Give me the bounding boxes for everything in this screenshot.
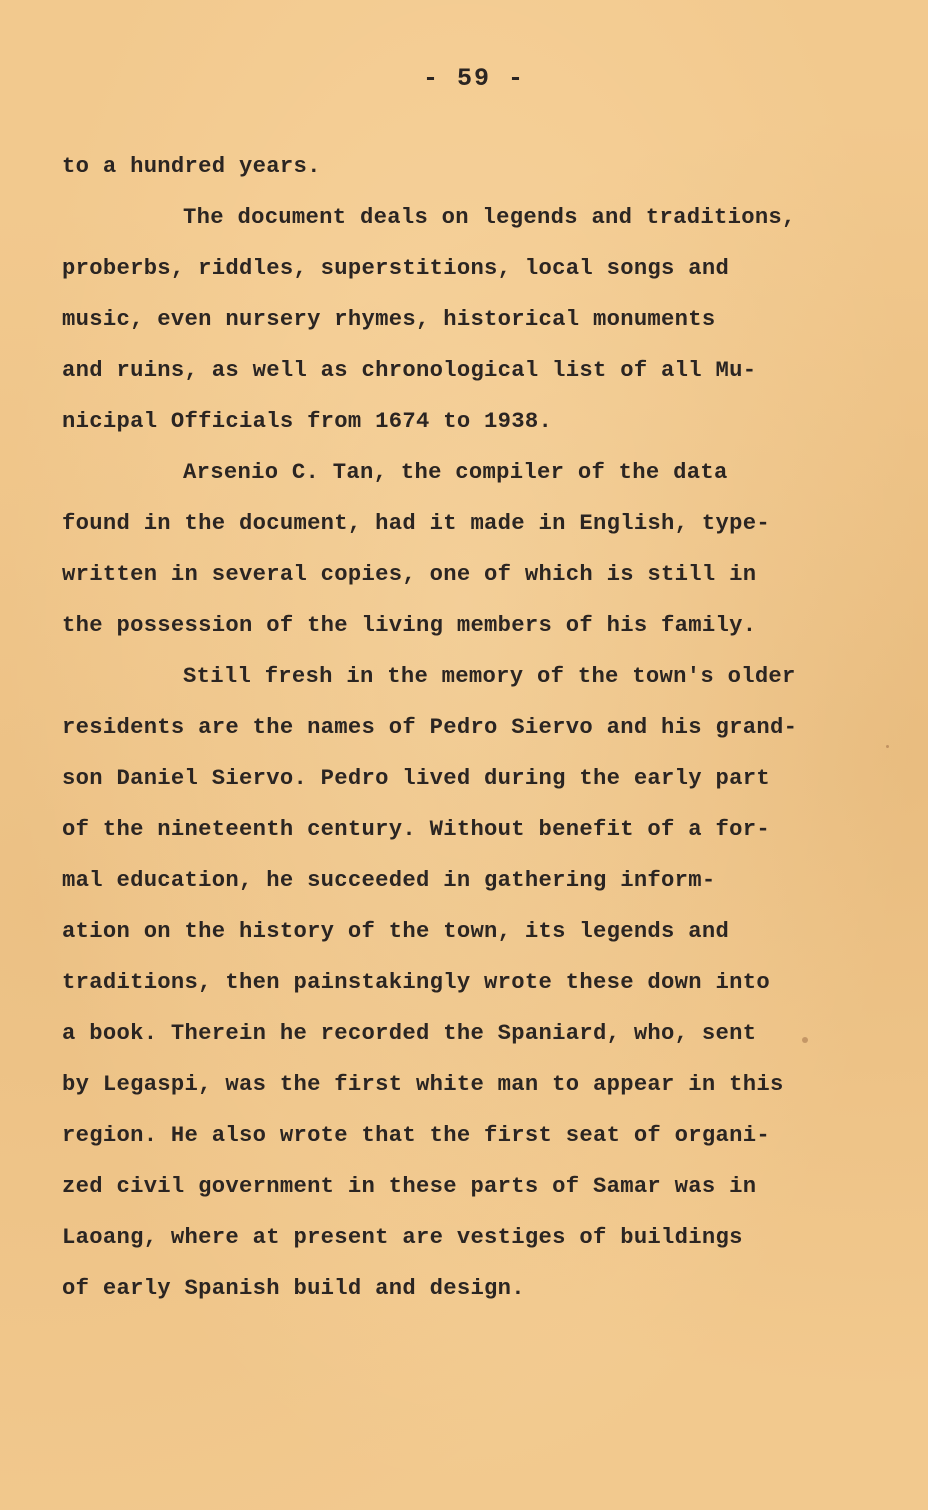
text-line: a book. Therein he recorded the Spaniard, who, sent [62, 1021, 757, 1046]
text-line: Laoang, where at present are vestiges of buildings [62, 1225, 743, 1250]
text-line: nicipal Officials from 1674 to 1938. [62, 409, 553, 434]
paragraph-start-line: Still fresh in the memory of the town's older [183, 664, 796, 689]
text-line: ation on the history of the town, its legends and [62, 919, 730, 944]
text-line: to a hundred years. [62, 154, 321, 179]
paragraph-start-line: The document deals on legends and traditions, [183, 205, 796, 230]
text-line: residents are the names of Pedro Siervo and his grand- [62, 715, 798, 740]
text-line: and ruins, as well as chronological list of all Mu- [62, 358, 757, 383]
ink-spot [886, 745, 889, 748]
text-line: son Daniel Siervo. Pedro lived during the early part [62, 766, 770, 791]
text-line: of the nineteenth century. Without benefit of a for- [62, 817, 770, 842]
text-line: mal education, he succeeded in gathering inform- [62, 868, 716, 893]
paragraph-start-line: Arsenio C. Tan, the compiler of the data [183, 460, 728, 485]
page-number: - 59 - [422, 64, 525, 93]
text-line: music, even nursery rhymes, historical monuments [62, 307, 716, 332]
text-line: zed civil government in these parts of Samar was in [62, 1174, 757, 1199]
ink-spot [802, 1037, 808, 1043]
text-line: traditions, then painstakingly wrote these down into [62, 970, 770, 995]
text-line: proberbs, riddles, superstitions, local songs and [62, 256, 730, 281]
text-line: by Legaspi, was the first white man to appear in this [62, 1072, 784, 1097]
text-line: region. He also wrote that the first seat of organi- [62, 1123, 770, 1148]
text-line: of early Spanish build and design. [62, 1276, 525, 1301]
text-line: the possession of the living members of his family. [62, 613, 757, 638]
body-text [62, 141, 892, 1314]
text-line: found in the document, had it made in English, type- [62, 511, 770, 536]
text-line: written in several copies, one of which is still in [62, 562, 757, 587]
